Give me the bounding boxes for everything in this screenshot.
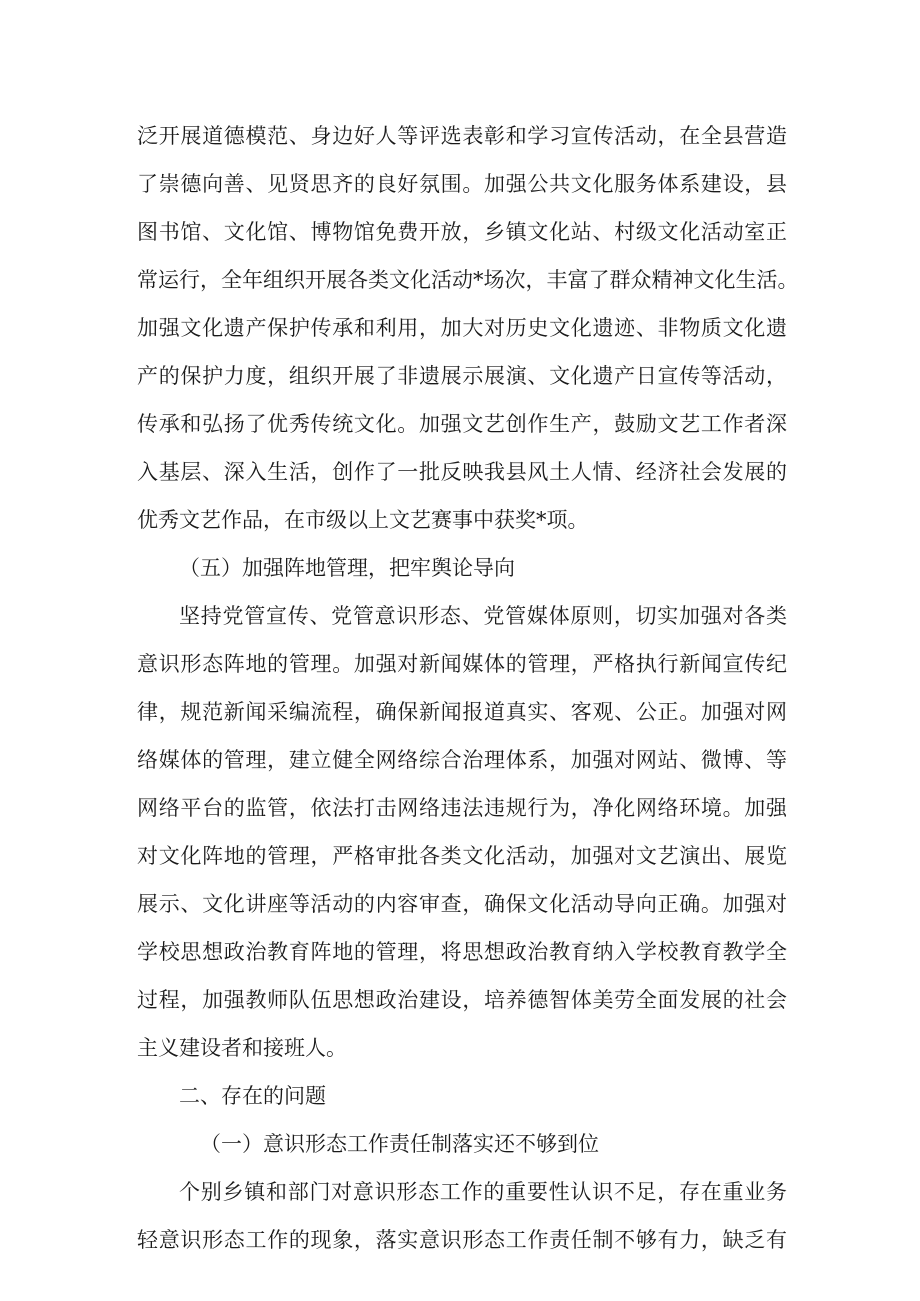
document-body	[137, 112, 799, 1264]
paragraph-line: 主义建设者和接班人。	[137, 1036, 347, 1060]
paragraph-line: 轻意识形态工作的现象，落实意识形态工作责任制不够有力，缺乏有	[137, 1228, 787, 1252]
paragraph-line: 优秀文艺作品，在市级以上文艺赛事中获奖*项。	[137, 508, 589, 532]
paragraph-line: 产的保护力度，组织开展了非遗展示展演、文化遗产日宣传等活动，	[137, 364, 787, 388]
paragraph-line: 个别乡镇和部门对意识形态工作的重要性认识不足，存在重业务	[179, 1180, 787, 1204]
paragraph-line: 加强文化遗产保护传承和利用，加大对历史文化遗迹、非物质文化遗	[137, 316, 787, 340]
paragraph-line: 学校思想政治教育阵地的管理，将思想政治教育纳入学校教育教学全	[137, 940, 787, 964]
paragraph-line: 过程，加强教师队伍思想政治建设，培养德智体美劳全面发展的社会	[137, 988, 787, 1012]
paragraph-line: 泛开展道德模范、身边好人等评选表彰和学习宣传活动，在全县营造	[137, 124, 787, 148]
paragraph-line: 了崇德向善、见贤思齐的良好氛围。加强公共文化服务体系建设，县	[137, 172, 787, 196]
paragraph-line: 律，规范新闻采编流程，确保新闻报道真实、客观、公正。加强对网	[137, 700, 787, 724]
paragraph-line: 常运行，全年组织开展各类文化活动*场次，丰富了群众精神文化生活。	[137, 268, 799, 292]
paragraph-line: 坚持党管宣传、党管意识形态、党管媒体原则，切实加强对各类	[179, 604, 787, 628]
paragraph-line: 传承和弘扬了优秀传统文化。加强文艺创作生产，鼓励文艺工作者深	[137, 412, 787, 436]
paragraph-line: 络媒体的管理，建立健全网络综合治理体系，加强对网站、微博、等	[137, 748, 787, 772]
paragraph-line: 图书馆、文化馆、博物馆免费开放，乡镇文化站、村级文化活动室正	[137, 220, 787, 244]
paragraph-line: 网络平台的监管，依法打击网络违法违规行为，净化网络环境。加强	[137, 796, 787, 820]
section-heading: （五）加强阵地管理，把牢舆论导向	[179, 556, 515, 580]
chapter-heading: 二、存在的问题	[179, 1084, 326, 1108]
paragraph-line: 对文化阵地的管理，严格审批各类文化活动，加强对文艺演出、展览	[137, 844, 787, 868]
section-heading: （一）意识形态工作责任制落实还不够到位	[200, 1132, 599, 1156]
paragraph-line: 意识形态阵地的管理。加强对新闻媒体的管理，严格执行新闻宣传纪	[137, 652, 787, 676]
paragraph-line: 入基层、深入生活，创作了一批反映我县风土人情、经济社会发展的	[137, 460, 787, 484]
paragraph-line: 展示、文化讲座等活动的内容审查，确保文化活动导向正确。加强对	[137, 892, 787, 916]
